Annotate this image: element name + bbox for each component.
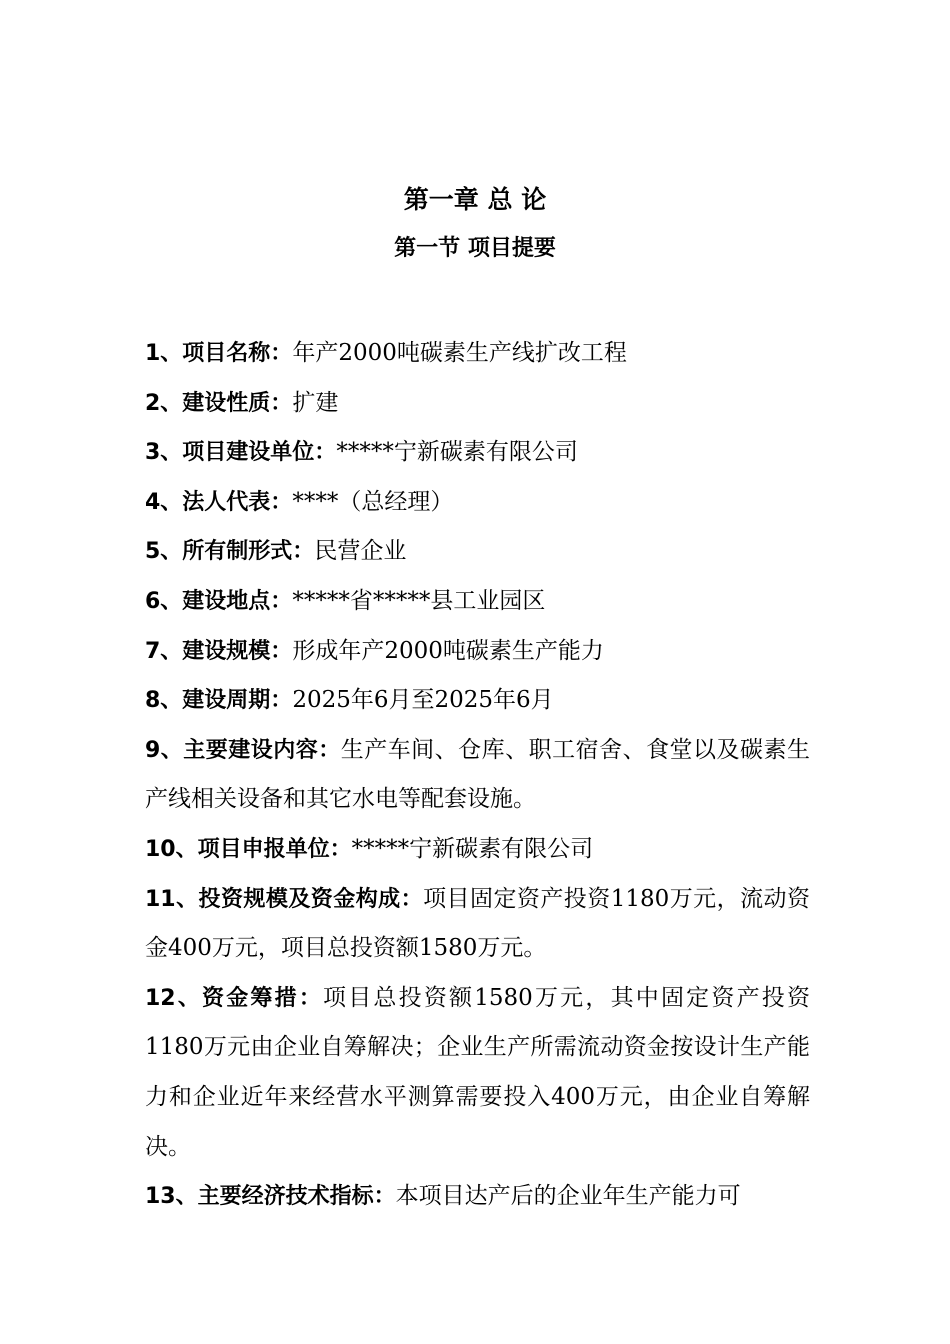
item-value: 年产2000吨碳素生产线扩改工程 [292,340,627,366]
list-item-declaring-unit [145,825,810,875]
item-label: 10、项目申报单位： [145,836,352,862]
list-item-main-content [145,726,810,825]
item-value: *****宁新碳素有限公司 [351,835,594,862]
chapter-title: 第一章 总 论 [403,185,547,214]
list-item-construction-scale [145,627,810,677]
item-value: 本项目达产后的企业年生产能力可 [395,1183,741,1210]
item-label: 5、所有制形式： [145,539,315,565]
item-label: 1、项目名称： [145,341,293,366]
item-value: *****省*****县工业园区 [292,587,546,614]
item-value: 扩建 [292,389,339,416]
item-label: 11、投资规模及资金构成： [145,886,424,912]
item-value: ****（总经理） [292,488,454,515]
item-label: 2、建设性质： [145,390,293,416]
item-value: 项目固定资产投资1180万元，流动资金400万元，项目总投资额1580万元。 [145,885,810,962]
list-item-ownership-form [145,527,810,577]
item-label: 6、建设地点： [145,588,293,614]
item-value: 项目总投资额1580万元，其中固定资产投资1180万元由企业自筹解决；企业生产所需流动资金按设计生产能力和企业近年来经营水平测算需要投入400万元，由企业自筹解决。 [145,984,810,1160]
item-value: 形成年产2000吨碳素生产能力 [292,637,604,664]
project-summary-list [145,329,810,1222]
list-item-legal-representative [145,478,810,528]
list-item-construction-nature [145,379,810,429]
list-item-construction-site [145,577,810,627]
list-item-project-name [145,329,810,379]
item-value: 生产车间、仓库、职工宿舍、食堂以及碳素生产线相关设备和其它水电等配套设施。 [145,736,811,813]
list-item-investment-scale [145,875,810,974]
item-label: 7、建设规模： [145,638,293,664]
item-label: 12、资金筹措： [145,985,324,1011]
item-label: 4、法人代表： [145,489,293,515]
list-item-construction-period [145,676,810,726]
list-item-economic-indicators [145,1172,810,1222]
list-item-fund-raising [145,974,810,1172]
item-value: 2025年6月至2025年6月 [292,687,554,714]
item-label: 8、建设周期： [145,688,293,714]
item-value: *****宁新碳素有限公司 [336,439,578,466]
section-title: 第一节 项目提要 [394,236,556,261]
list-item-construction-unit [145,428,810,478]
item-value: 民营企业 [314,538,407,565]
item-label: 3、项目建设单位： [145,440,337,466]
item-label: 13、主要经济技术指标： [145,1184,396,1210]
item-label: 9、主要建设内容： [145,737,341,763]
